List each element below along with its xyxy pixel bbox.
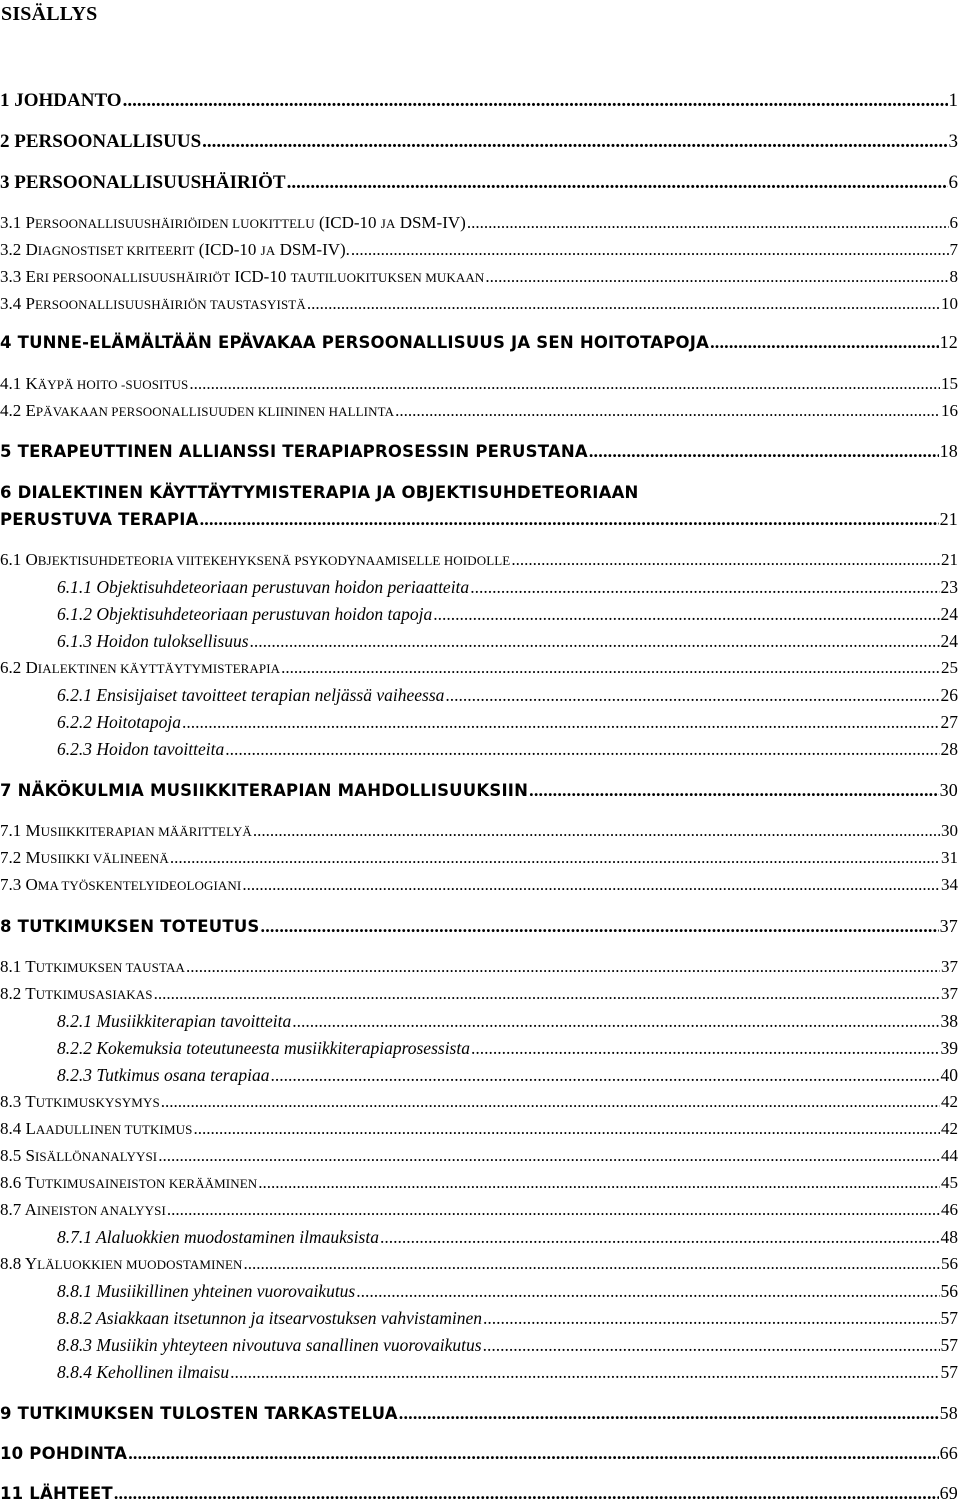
section-number: 8.3 [0,1092,22,1111]
toc-entry[interactable] [0,577,960,597]
page-number: 37 [941,957,958,976]
heading-small-caps: ERSOONALLISUUSHÄIRIÖN TAUSTASYISTÄ [34,297,306,312]
heading-initial: T [25,1173,36,1192]
page-number: 6 [948,172,958,193]
toc-entry-label: 2 PERSOONALLISUUS [0,131,202,152]
heading-initial: D [25,240,38,259]
toc-entry-label: 9 TUTKIMUKSEN TULOSTEN TARKASTELUA [0,1404,398,1423]
toc-entry[interactable] [0,240,960,261]
page-number: 56 [941,1254,958,1273]
toc-entry-label [0,213,466,234]
page-number: 40 [940,1065,958,1085]
dot-leader [395,401,940,421]
toc-entry-label [0,1254,243,1275]
page-number: 26 [940,685,958,705]
heading-initial: S [25,1146,35,1165]
heading-suffix-small-caps: TAUTILUOKITUKSEN MUKAAN [290,270,485,285]
page-number: 16 [941,401,958,420]
toc-entry[interactable] [0,1335,960,1355]
toc-entry-row [0,915,960,938]
toc-entry-row [0,1146,960,1167]
toc-entry[interactable] [0,267,960,288]
page-number: 69 [939,1483,958,1503]
toc-entry-label [0,267,484,288]
toc-entry-row [0,374,960,395]
toc-entry[interactable] [0,821,960,842]
toc-entry-row [57,1362,960,1382]
toc-entry[interactable] [0,1173,960,1194]
toc-entry[interactable] [0,1227,960,1247]
page-number: 57 [940,1335,958,1355]
heading-small-caps: BJEKTISUHDETEORIA VIITEKEHYKSENÄ PSYKODYNAAMISELLE HOIDOLLE [37,553,511,568]
toc-entry[interactable] [0,848,960,869]
toc-entry-label: 4 TUNNE-ELÄMÄLTÄÄN EPÄVAKAA PERSOONALLISUUS JA SEN HOITOTAPOJA [0,333,710,352]
toc-entry-label [0,984,153,1005]
dot-leader [467,213,949,233]
toc-entry-label-line1: 6 DIALEKTINEN KÄYTTÄYTYMISTERAPIA JA OBJEKTISUHDETEORIAAN [0,483,639,502]
toc-entry-label: 8.2.3 Tutkimus osana terapiaa [57,1065,270,1085]
toc-entry-row [0,779,960,802]
page-number: 24 [940,604,958,624]
toc-entry-row [57,1308,960,1328]
page-number: 18 [939,441,958,461]
toc-entry-row [0,1254,960,1275]
toc-entry[interactable] [0,331,960,354]
toc-entry-label [0,1092,160,1113]
toc-entry-label [0,1200,166,1221]
dot-leader [287,172,948,194]
toc-entry-label: 5 TERAPEUTTINEN ALLIANSSI TERAPIAPROSESSIN PERUSTANA [0,442,588,461]
page-number: 57 [940,1362,958,1382]
dot-leader [186,957,940,977]
page-number: 30 [941,821,958,840]
dot-leader [114,1482,939,1504]
toc-entry-row [0,1442,960,1465]
toc-entry[interactable] [0,1200,960,1221]
toc-entry[interactable] [0,1254,960,1275]
page-title: SISÄLLYS [1,3,98,25]
heading-initial: E [25,401,36,420]
dot-leader [202,131,947,153]
toc-entry[interactable] [0,1482,960,1505]
toc-entry[interactable] [0,1011,960,1031]
toc-entry[interactable] [0,1362,960,1382]
dot-leader [244,1254,940,1274]
heading-initial: K [25,374,38,393]
page-number: 23 [940,577,958,597]
toc-entry-row [0,90,960,112]
heading-initial: E [25,267,36,286]
heading-initial: P [25,213,35,232]
page-number: 46 [941,1200,958,1219]
section-number: 3.1 [0,213,22,232]
toc-entry[interactable] [0,685,960,705]
dot-leader [589,440,939,462]
page-number: 7 [949,240,958,259]
toc-entry-row [57,1335,960,1355]
section-number: 6.2 [0,658,22,677]
heading-initial: T [25,957,36,976]
dot-leader [710,331,939,353]
dot-leader [483,1335,940,1355]
section-number: 3.2 [0,240,22,259]
section-number: 7.2 [0,848,22,867]
toc-entry-row [57,712,960,732]
page-number: 31 [941,848,958,867]
toc-entry-row [0,1119,960,1140]
dot-leader [123,90,948,112]
toc-entry-label [0,848,169,869]
heading-initial: M [25,848,41,867]
toc-entry-label: 1 JOHDANTO [0,90,122,111]
page-number: 25 [941,658,958,677]
heading-small-caps: MA TYÖSKENTELYIDEOLOGIANI [37,878,242,893]
dot-leader [529,779,938,801]
toc-entry[interactable] [0,658,960,679]
section-number: 7.1 [0,821,22,840]
heading-suffix-small-caps: JA [380,216,396,231]
toc-entry-row [57,739,960,759]
toc-entry[interactable] [0,213,960,234]
toc-entry-row [0,331,960,354]
toc-entry-row [0,821,960,842]
page-number: 24 [940,631,958,651]
toc-entry-row [0,1482,960,1505]
toc-entry-label [0,401,394,422]
toc-entry[interactable] [0,915,960,938]
toc-entry-label: 6.1.2 Objektisuhdeteoriaan perustuvan hoidon tapoja [57,604,433,624]
toc-entry-label [0,957,185,978]
page-number: 1 [948,90,958,111]
page-number: 15 [941,374,958,393]
heading-small-caps: PÄVAKAAN PERSOONALLISUUDEN KLIININEN HALLINTA [35,404,395,419]
page-number: 39 [940,1038,958,1058]
toc-entry[interactable] [0,1092,960,1113]
section-number: 8.5 [0,1146,22,1165]
heading-small-caps: LÄLUOKKIEN MUODOSTAMINEN [37,1257,243,1272]
toc-entry[interactable] [0,1308,960,1328]
dot-leader [351,240,949,260]
heading-initial: O [25,875,38,894]
toc-entry-label [0,550,510,571]
dot-leader [471,1038,940,1058]
section-number: 8.7 [0,1200,22,1219]
toc-entry-label: 8.8.1 Musiikillinen yhteinen vuorovaikutus [57,1281,356,1301]
toc-entry-row [0,131,960,153]
toc-entry-label: 6.2.2 Hoitotapoja [57,712,181,732]
page-number: 21 [941,550,958,569]
heading-small-caps: RI PERSOONALLISUUSHÄIRIÖT [35,270,231,285]
section-number: 8.6 [0,1173,22,1192]
page-number: 45 [941,1173,958,1192]
page-number: 8 [949,267,958,286]
toc-entry-label: 8.8.3 Musiikin yhteyteen nivoutuva sanallinen vuorovaikutus [57,1335,482,1355]
section-number: 8.4 [0,1119,22,1138]
heading-initial: T [25,1092,36,1111]
toc-entry[interactable] [0,1146,960,1167]
page-number: 58 [939,1403,958,1423]
dot-leader [292,1011,939,1031]
toc-entry-label [0,875,241,896]
dot-leader [189,374,940,394]
toc-entry[interactable] [0,90,960,112]
toc-entry-label [0,294,306,315]
toc-entry-row [0,508,960,531]
toc-entry[interactable] [0,482,960,531]
toc-entry-row [0,550,960,571]
toc-entry-row [0,401,960,422]
toc-entry-label: 6.1.1 Objektisuhdeteoriaan perustuvan hoidon periaatteita [57,577,470,597]
page-number: 42 [941,1092,958,1111]
heading-initial: L [25,1119,36,1138]
toc-entry-row [0,875,960,896]
toc-entry[interactable] [0,172,960,194]
heading-small-caps: USIIKKI VÄLINEENÄ [40,851,169,866]
heading-small-caps: INEISTON ANALYYSI [36,1203,166,1218]
dot-leader [253,821,940,841]
dot-leader [225,739,939,759]
toc-entry[interactable] [0,374,960,395]
toc-entry-row [0,984,960,1005]
dot-leader [380,1227,940,1247]
toc-entry[interactable] [0,440,960,463]
dot-leader [161,1092,940,1112]
heading-initial: P [25,294,35,313]
dot-leader [167,1200,940,1220]
dot-leader [258,1173,940,1193]
dot-leader [154,984,940,1004]
heading-small-caps: UTKIMUSAINEISTON KERÄÄMINEN [35,1176,258,1191]
dot-leader [485,267,948,287]
toc-entry-label: PERUSTUVA TERAPIA [0,510,199,529]
heading-initial: D [25,658,38,677]
dot-leader [511,550,940,570]
page-number: 56 [940,1281,958,1301]
page-number: 48 [940,1227,958,1247]
heading-suffix: ICD-10 [230,267,291,286]
dot-leader [182,712,940,732]
dot-leader [270,1065,939,1085]
page-number: 30 [939,780,958,800]
toc-entry-label: 3 PERSOONALLISUUSHÄIRIÖT [0,172,286,193]
toc-entry[interactable] [0,739,960,759]
heading-small-caps: UTKIMUSKYSYMYS [35,1095,160,1110]
heading-small-caps: USIIKKITERAPIAN MÄÄRITTELYÄ [40,824,252,839]
page-number: 44 [941,1146,958,1165]
toc-entry[interactable] [0,712,960,732]
toc-entry-label: 6.1.3 Hoidon tuloksellisuus [57,631,249,651]
toc-entry-label: 8.2.2 Kokemuksia toteutuneesta musiikkiterapiaprosessista [57,1038,470,1058]
page-number: 27 [940,712,958,732]
heading-initial: O [25,550,38,569]
toc-entry-label [0,821,252,842]
toc-entry-label [0,374,188,395]
heading-initial: Y [24,1254,38,1273]
toc-entry-row [0,172,960,194]
toc-entry-label: 6.2.1 Ensisijaiset tavoitteet terapian neljässä vaiheessa [57,685,445,705]
toc-entry-label: 8.8.4 Kehollinen ilmaisu [57,1362,230,1382]
dot-leader [250,631,940,651]
toc-entry-row [57,1227,960,1247]
toc-entry[interactable] [0,631,960,651]
toc-entry[interactable] [0,550,960,571]
page-number: 42 [941,1119,958,1138]
toc-entry[interactable] [0,1119,960,1140]
dot-leader [170,848,940,868]
toc-entry[interactable] [0,604,960,624]
heading-suffix-small-caps: JA [260,243,276,258]
dot-leader [128,1442,938,1464]
toc-entry-label [0,1146,157,1167]
toc-entry-row [57,1011,960,1031]
page-number: 21 [939,509,958,529]
toc-entry-label: 6.2.3 Hoidon tavoitteita [57,739,225,759]
heading-suffix: (ICD-10 [194,240,261,259]
toc-entry-label: 8.7.1 Alaluokkien muodostaminen ilmauksista [57,1227,379,1247]
dot-leader [281,658,940,678]
toc-entry-row [57,685,960,705]
heading-suffix: (ICD-10 [314,213,381,232]
toc-entry[interactable] [0,401,960,422]
page-number: 34 [941,875,958,894]
toc-entry-row [0,957,960,978]
heading-initial: M [25,821,41,840]
page-number: 12 [939,332,958,352]
heading-small-caps: UTKIMUSASIAKAS [35,987,153,1002]
dot-leader [200,508,939,530]
dot-leader [433,604,939,624]
toc-entry-row [57,631,960,651]
dot-leader [307,294,940,314]
toc-entry-label [0,240,350,261]
page-number: 66 [939,1443,958,1463]
toc-entry[interactable] [0,875,960,896]
toc-entry-row [0,294,960,315]
page-number: 37 [941,984,958,1003]
toc-entry-row [0,658,960,679]
heading-initial: A [24,1200,37,1219]
toc-entry-label [0,1173,257,1194]
toc-entry[interactable] [0,984,960,1005]
heading-initial: T [25,984,36,1003]
toc-entry-label: 8.2.1 Musiikkiterapian tavoitteita [57,1011,292,1031]
toc-entry-label: 7 NÄKÖKULMIA MUSIIKKITERAPIAN MAHDOLLISUUKSIIN [0,781,529,800]
heading-suffix-end: DSM-IV). [275,240,350,259]
dot-leader [399,1402,939,1424]
toc-entry[interactable] [0,1038,960,1058]
toc-entry[interactable] [0,779,960,802]
toc-entry[interactable] [0,1281,960,1301]
section-number: 8.1 [0,957,22,976]
page-number: 57 [940,1308,958,1328]
toc-entry-label [0,1119,192,1140]
toc-entry[interactable] [0,1442,960,1465]
page-number: 10 [941,294,958,313]
section-number: 4.1 [0,374,22,393]
section-number: 3.3 [0,267,22,286]
dot-leader [483,1308,940,1328]
heading-suffix-end: DSM-IV) [395,213,466,232]
toc-entry-label: 10 POHDINTA [0,1444,128,1463]
toc-entry-row [0,240,960,261]
page-number: 3 [948,131,958,152]
page-number: 28 [940,739,958,759]
dot-leader [158,1146,940,1166]
dot-leader [242,875,940,895]
section-number: 8.2 [0,984,22,1003]
toc-entry[interactable] [0,1402,960,1425]
toc-entry-row [0,1200,960,1221]
heading-small-caps: AADULLINEN TUTKIMUS [35,1122,193,1137]
dot-leader [356,1281,939,1301]
toc-entry-label: 11 LÄHTEET [0,1484,113,1503]
toc-entry[interactable] [0,294,960,315]
toc-entry[interactable] [0,957,960,978]
section-number: 6.1 [0,550,22,569]
heading-small-caps: IAGNOSTISET KRITEERIT [37,243,195,258]
toc-entry-row [0,267,960,288]
page-number: 37 [939,916,958,936]
toc-entry-row [57,604,960,624]
toc-entry[interactable] [0,131,960,153]
dot-leader [193,1119,940,1139]
toc-entry-row [57,1038,960,1058]
section-number: 8.8 [0,1254,22,1273]
toc-entry-row [57,1281,960,1301]
toc-entry-row [57,1065,960,1085]
toc-entry-row [0,440,960,463]
dot-leader [445,685,939,705]
heading-small-caps: ÄYPÄ HOITO -SUOSITUS [37,377,189,392]
section-number: 3.4 [0,294,22,313]
toc-entry-row [0,213,960,234]
toc-entry-label: 8 TUTKIMUKSEN TOTEUTUS [0,917,260,936]
heading-small-caps: ERSOONALLISUUSHÄIRIÖIDEN LUOKITTELU [34,216,315,231]
toc-entry-label: 8.8.2 Asiakkaan itsetunnon ja itsearvostuksen vahvistaminen [57,1308,482,1328]
toc-entry[interactable] [0,1065,960,1085]
toc-entry-row [0,1402,960,1425]
dot-leader [230,1362,939,1382]
dot-leader [261,915,939,937]
toc-entry-label [0,658,280,679]
toc-entry-row [0,1173,960,1194]
page-number: 6 [949,213,958,232]
section-number: 4.2 [0,401,22,420]
page-number: 38 [940,1011,958,1031]
heading-small-caps: IALEKTINEN KÄYTTÄYTYMISTERAPIA [37,661,281,676]
heading-small-caps: UTKIMUKSEN TAUSTAA [35,960,185,975]
toc-entry-row [57,577,960,597]
section-number: 7.3 [0,875,22,894]
toc-entry-row [0,848,960,869]
heading-small-caps: ISÄLLÖNANALYYSI [34,1149,158,1164]
toc-entry-row [0,1092,960,1113]
dot-leader [470,577,939,597]
